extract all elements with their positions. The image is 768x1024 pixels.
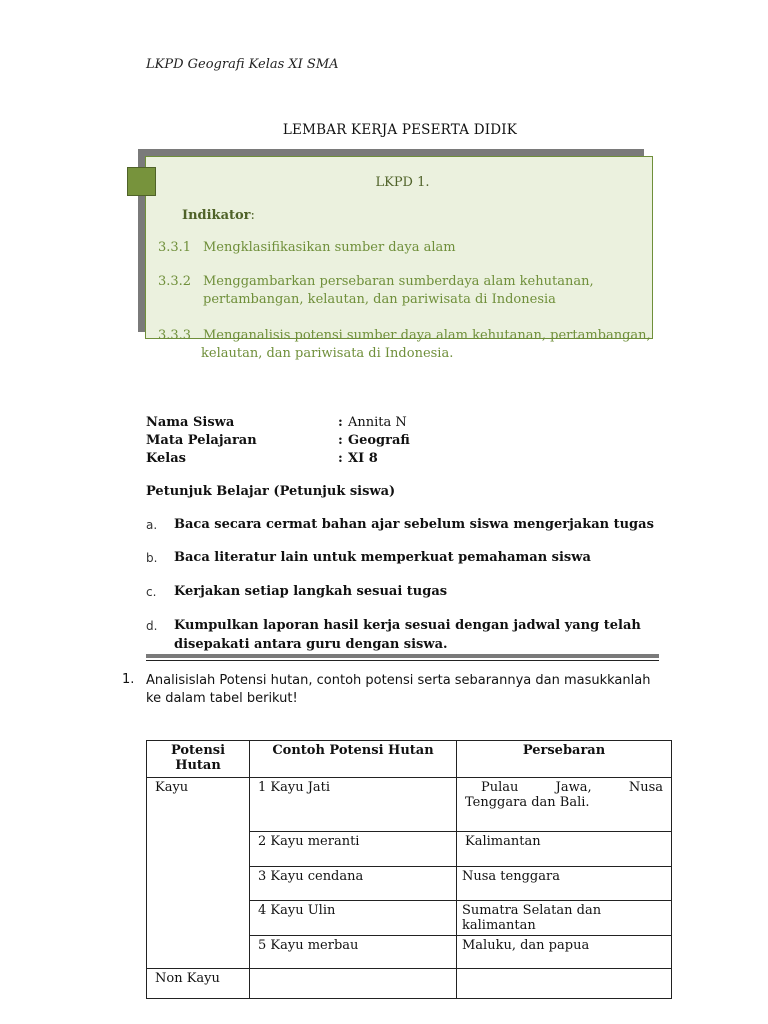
petunjuk-letter: a. bbox=[146, 518, 158, 532]
indikator-item bbox=[158, 239, 658, 257]
indikator-text: Menganalisis potensi sumber daya alam kehutanan, pertambangan, bbox=[203, 328, 651, 343]
indikator-item bbox=[158, 327, 668, 363]
table-row bbox=[147, 969, 672, 999]
petunjuk-text: Kerjakan setiap langkah sesuai tugas bbox=[174, 584, 448, 599]
petunjuk-letter: b. bbox=[146, 551, 158, 565]
table-header-row bbox=[147, 741, 672, 778]
indikator-number: 3.3.2 bbox=[158, 274, 192, 289]
cell-persebaran: Nusa tenggara bbox=[457, 867, 672, 901]
group-label-non-kayu: Non Kayu bbox=[147, 969, 250, 999]
question-number: 1. bbox=[122, 672, 135, 687]
cell-contoh: 2 Kayu meranti bbox=[250, 832, 457, 867]
petunjuk-text: Baca secara cermat bahan ajar sebelum siswa mengerjakan tugas bbox=[174, 517, 654, 532]
info-separator: : bbox=[338, 433, 343, 448]
divider-line bbox=[146, 660, 659, 661]
info-label-nama: Nama Siswa bbox=[146, 415, 235, 430]
header-potensi: Potensi Hutan bbox=[147, 741, 250, 778]
info-label-mapel: Mata Pelajaran bbox=[146, 433, 257, 448]
petunjuk-title: Petunjuk Belajar (Petunjuk siswa) bbox=[146, 484, 396, 499]
petunjuk-text: Kumpulkan laporan hasil kerja sesuai dengan jadwal yang telah bbox=[174, 618, 641, 633]
question-text: Analisislah Potensi hutan, contoh potensi serta sebarannya dan masukkanlah ke dalam tabel berikut! bbox=[146, 673, 651, 706]
group-label-kayu: Kayu bbox=[147, 778, 250, 969]
info-value-mapel: Geografi bbox=[348, 433, 410, 448]
cell-persebaran: Kalimantan bbox=[457, 832, 672, 867]
table-row bbox=[147, 778, 672, 832]
document-title: LEMBAR KERJA PESERTA DIDIK bbox=[282, 122, 518, 138]
indikator-text: pertambangan, kelautan, dan pariwisata di Indonesia bbox=[203, 292, 556, 307]
cell-contoh: 4 Kayu Ulin bbox=[250, 901, 457, 936]
cell-contoh-empty[interactable] bbox=[250, 969, 457, 999]
indikator-number: 3.3.1 bbox=[158, 240, 192, 255]
cell-contoh: 1 Kayu Jati bbox=[250, 778, 457, 832]
petunjuk-letter: d. bbox=[146, 619, 158, 633]
potensi-hutan-table bbox=[146, 740, 672, 999]
divider-shadow bbox=[146, 654, 659, 658]
indikator-number: 3.3.3 bbox=[158, 328, 192, 343]
lkpd-box-title: LKPD 1. bbox=[375, 175, 430, 190]
info-separator: : bbox=[338, 415, 343, 430]
info-separator: : bbox=[338, 451, 343, 466]
cell-persebaran: Maluku, dan papua bbox=[457, 936, 672, 969]
indikator-text: Mengklasifikasikan sumber daya alam bbox=[203, 240, 456, 255]
indikator-text: kelautan, dan pariwisata di Indonesia. bbox=[201, 346, 454, 361]
header-persebaran: Persebaran bbox=[457, 741, 672, 778]
cell-persebaran-empty[interactable] bbox=[457, 969, 672, 999]
cell-contoh: 5 Kayu merbau bbox=[250, 936, 457, 969]
cell-contoh: 3 Kayu cendana bbox=[250, 867, 457, 901]
indikator-item bbox=[158, 273, 658, 309]
info-label-kelas: Kelas bbox=[146, 451, 186, 466]
header-contoh: Contoh Potensi Hutan bbox=[250, 741, 457, 778]
indikator-colon: : bbox=[250, 208, 255, 223]
petunjuk-text: disepakati antara guru dengan siswa. bbox=[174, 637, 448, 652]
info-value-nama: Annita N bbox=[348, 415, 407, 430]
petunjuk-letter: c. bbox=[146, 585, 157, 599]
indikator-text: Menggambarkan persebaran sumberdaya alam kehutanan, bbox=[203, 274, 594, 289]
cell-persebaran: Sumatra Selatan dan kalimantan bbox=[457, 901, 672, 936]
indikator-heading bbox=[182, 208, 255, 223]
indikator-label: Indikator bbox=[182, 208, 251, 223]
header-note: LKPD Geografi Kelas XI SMA bbox=[146, 57, 339, 72]
petunjuk-text: Baca literatur lain untuk memperkuat pemahaman siswa bbox=[174, 550, 591, 565]
cell-persebaran: Pulau Jawa, Nusa Tenggara dan Bali. bbox=[457, 778, 672, 832]
info-value-kelas: XI 8 bbox=[348, 451, 378, 466]
